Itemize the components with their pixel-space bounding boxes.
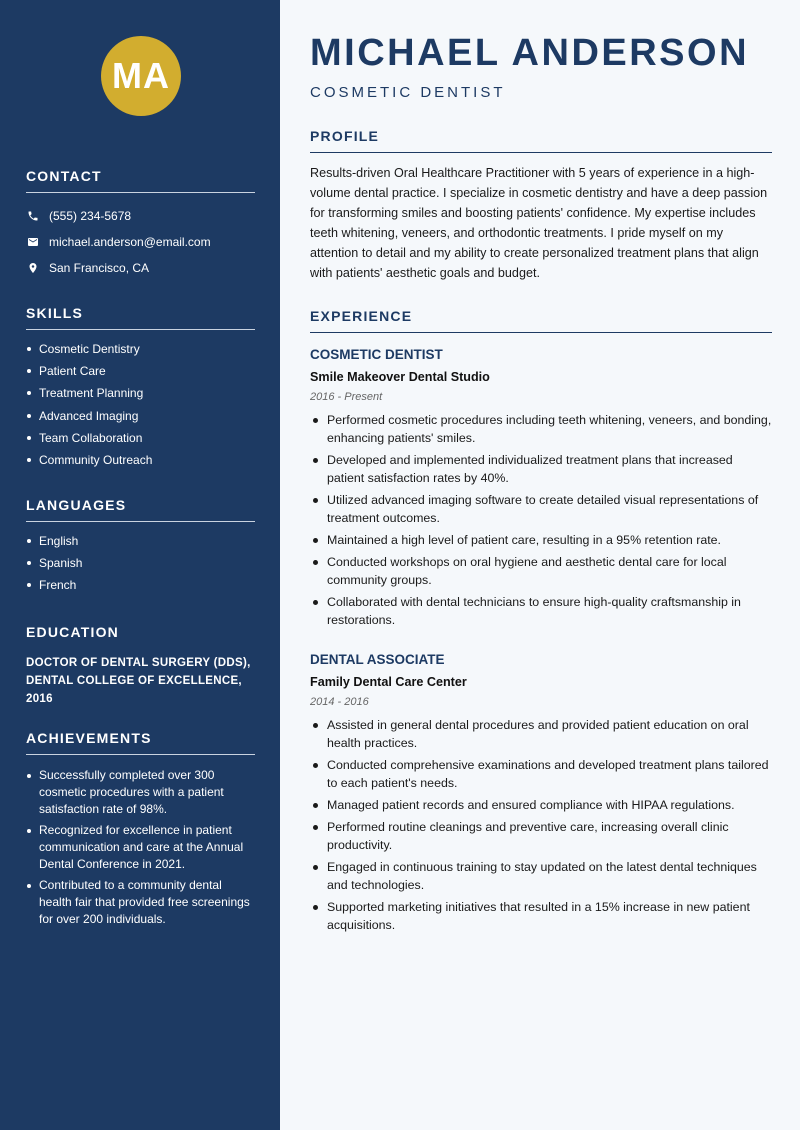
job-title-header: COSMETIC DENTIST — [310, 84, 506, 101]
languages-section — [26, 497, 255, 597]
job-bullet: Conducted workshops on oral hygiene and aesthetic dental care for local community groups. — [310, 553, 772, 589]
education-degree: DOCTOR OF DENTAL SURGERY (DDS), — [26, 657, 251, 669]
education-school: DENTAL COLLEGE OF EXCELLENCE, 2016 — [26, 675, 242, 705]
achievements-section — [26, 730, 255, 932]
languages-heading: LANGUAGES — [26, 497, 255, 522]
job-bullet: Managed patient records and ensured compliance with HIPAA regulations. — [310, 796, 772, 814]
achievements-heading: ACHIEVEMENTS — [26, 730, 255, 755]
experience-section — [310, 308, 772, 333]
languages-list — [26, 530, 255, 597]
education-entry — [26, 654, 255, 708]
achievement-item: Successfully completed over 300 cosmetic procedures with a patient satisfaction rate of 98%. — [26, 767, 255, 818]
skill-item: Advanced Imaging — [26, 405, 255, 427]
skill-item: Community Outreach — [26, 449, 255, 471]
job-company: Family Dental Care Center — [310, 675, 467, 689]
job-bullet: Developed and implemented individualized treatment plans that increased patient satisfaction rates by 40%. — [310, 451, 772, 487]
job-bullets — [310, 716, 772, 934]
skills-section — [26, 305, 255, 471]
job-dates: 2014 - 2016 — [310, 696, 369, 708]
experience-job — [310, 347, 772, 633]
avatar: MA — [101, 36, 181, 116]
job-bullet: Conducted comprehensive examinations and developed treatment plans tailored to each patient's needs. — [310, 756, 772, 792]
person-name: MICHAEL ANDERSON — [310, 32, 750, 74]
achievement-item: Contributed to a community dental health fair that provided free screenings for over 200 individuals. — [26, 877, 255, 928]
job-bullet: Performed routine cleanings and preventive care, increasing overall clinic productivity. — [310, 818, 772, 854]
skill-item: Team Collaboration — [26, 427, 255, 449]
contact-heading: CONTACT — [26, 168, 255, 193]
job-title: COSMETIC DENTIST — [310, 347, 443, 362]
job-company: Smile Makeover Dental Studio — [310, 370, 490, 384]
skills-list — [26, 338, 255, 471]
contact-section — [26, 168, 255, 281]
job-dates: 2016 - Present — [310, 391, 383, 403]
email-text: michael.anderson@email.com — [49, 235, 211, 249]
language-item: English — [26, 530, 255, 552]
job-bullet: Utilized advanced imaging software to create detailed visual representations of treatment outcomes. — [310, 491, 772, 527]
education-section — [26, 624, 255, 708]
phone-icon — [26, 209, 40, 223]
skill-item: Patient Care — [26, 360, 255, 382]
contact-location — [26, 255, 255, 281]
contact-list — [26, 203, 255, 281]
location-text: San Francisco, CA — [49, 261, 150, 275]
language-item: French — [26, 574, 255, 596]
achievements-list — [26, 767, 255, 928]
job-bullet: Supported marketing initiatives that resulted in a 15% increase in new patient acquisitions. — [310, 898, 772, 934]
job-title: DENTAL ASSOCIATE — [310, 652, 445, 667]
profile-section — [310, 128, 772, 283]
education-heading: EDUCATION — [26, 624, 119, 640]
job-bullet: Maintained a high level of patient care, resulting in a 95% retention rate. — [310, 531, 772, 549]
job-bullet: Performed cosmetic procedures including teeth whitening, veneers, and bonding, enhancing patients' smiles. — [310, 411, 772, 447]
contact-phone[interactable] — [26, 203, 255, 229]
skill-item: Cosmetic Dentistry — [26, 338, 255, 360]
phone-text: (555) 234-5678 — [49, 209, 132, 223]
sidebar — [0, 0, 280, 1130]
skill-item: Treatment Planning — [26, 382, 255, 404]
location-pin-icon — [26, 261, 40, 275]
language-item: Spanish — [26, 552, 255, 574]
contact-email[interactable] — [26, 229, 255, 255]
job-bullet: Assisted in general dental procedures and provided patient education on oral health practices. — [310, 716, 772, 752]
job-bullet: Collaborated with dental technicians to ensure high-quality craftsmanship in restorations. — [310, 593, 772, 629]
experience-heading: EXPERIENCE — [310, 308, 772, 333]
email-icon — [26, 235, 40, 249]
profile-text: Results-driven Oral Healthcare Practitioner with 5 years of experience in a high-volume dental practice. I specialize in cosmetic dentistry and have a deep passion for transforming smiles and boosting patients' confidence. My expertise includes teeth whitening, veneers, and orthodontic treatments. I pride myself on my attention to detail and my ability to create personalized treatment plans that align with patients' aesthetic goals and budget. — [310, 166, 768, 280]
job-bullet: Engaged in continuous training to stay updated on the latest dental techniques and technologies. — [310, 858, 772, 894]
skills-heading: SKILLS — [26, 305, 255, 330]
achievement-item: Recognized for excellence in patient communication and care at the Annual Dental Conference in 2021. — [26, 822, 255, 873]
profile-heading: PROFILE — [310, 128, 772, 153]
experience-job — [310, 652, 772, 938]
job-bullets — [310, 411, 772, 629]
